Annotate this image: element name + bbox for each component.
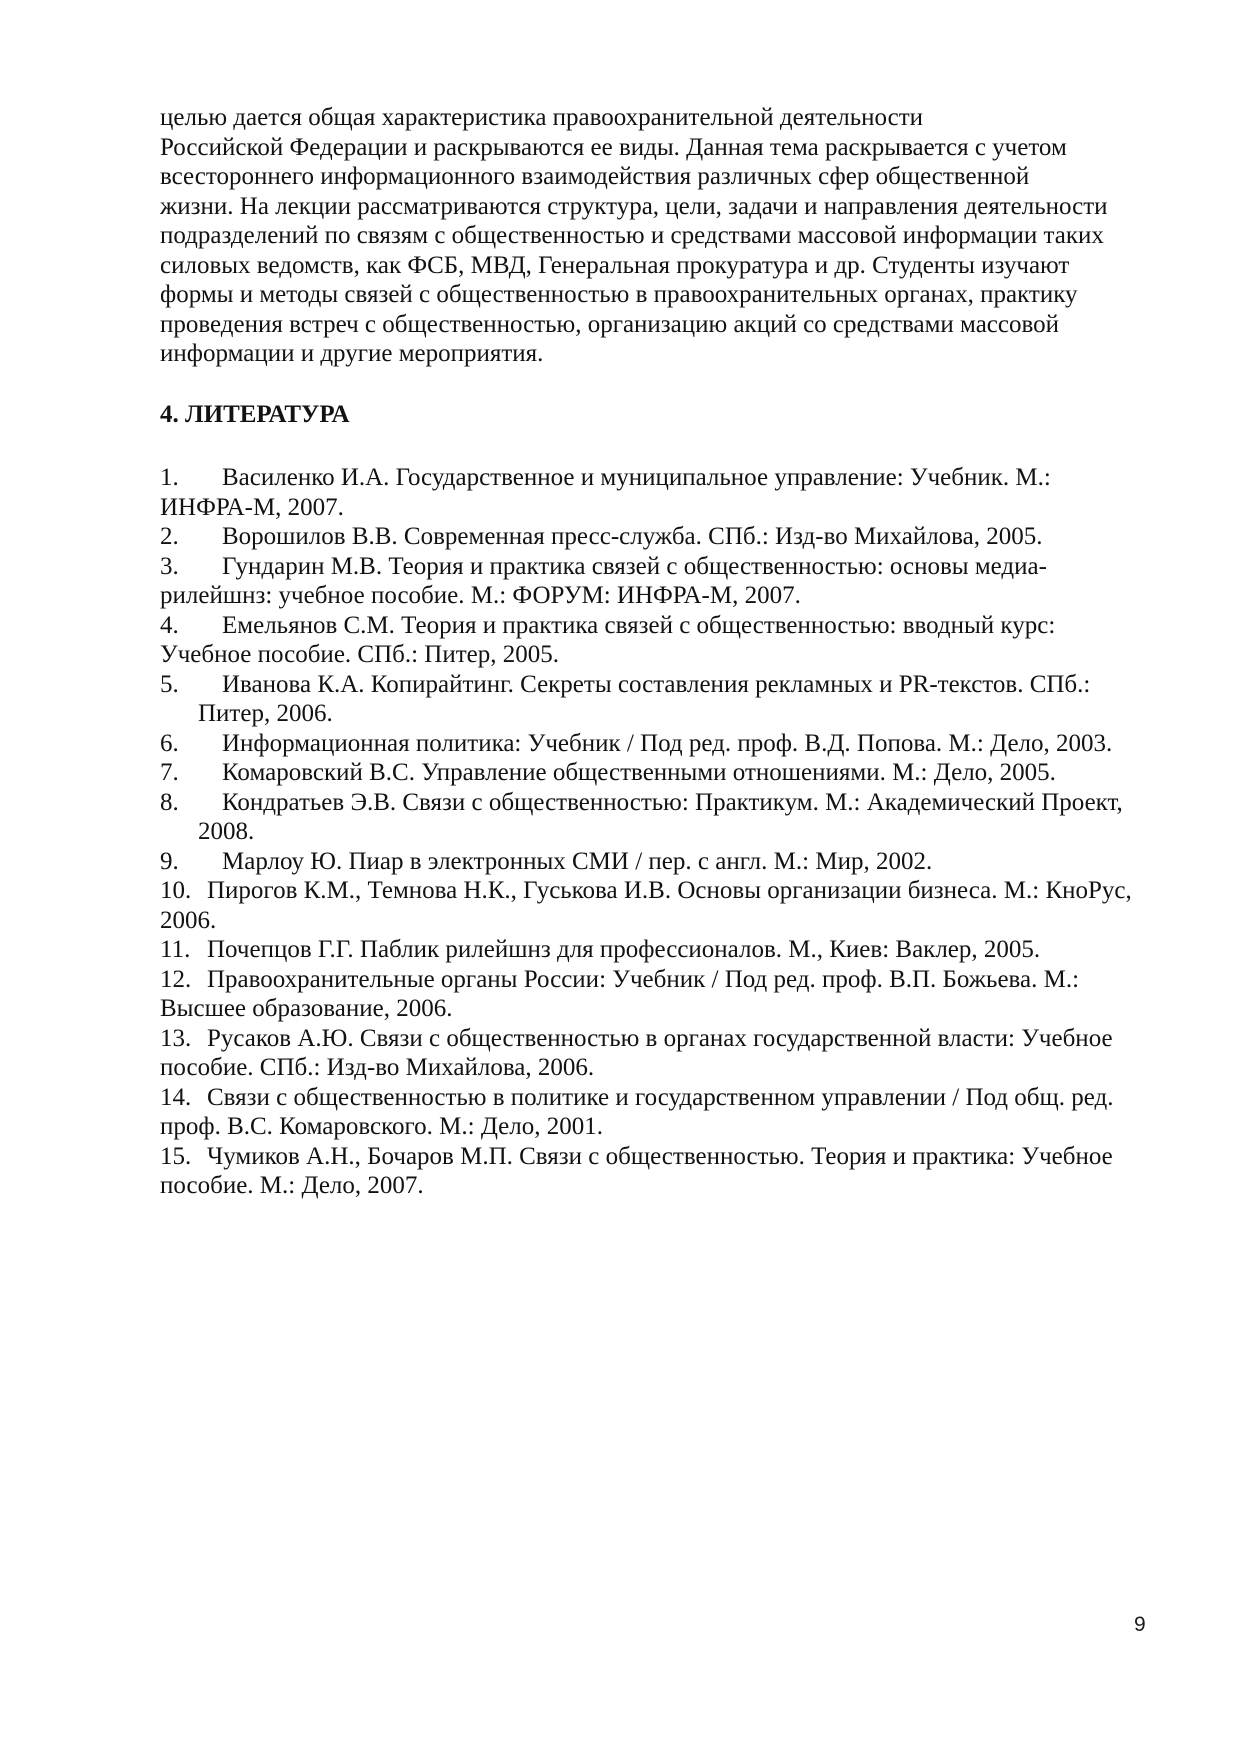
- entry-number: 7.: [160, 759, 179, 786]
- paragraph-line: формы и методы связей с общественностью в правоохранительных органах, практику: [160, 281, 1078, 308]
- paragraph-line: информации и другие мероприятия.: [160, 340, 544, 367]
- entry-number: 13.: [160, 1024, 192, 1052]
- bibliography-entry: [160, 522, 1160, 552]
- entry-continuation-line: пособие. СПб.: Изд-во Михайлова, 2006.: [160, 1054, 595, 1081]
- entry-first-line: [160, 729, 1160, 759]
- entry-continuation-line: Учебное пособие. СПб.: Питер, 2005.: [160, 641, 560, 668]
- paragraph-line: жизни. На лекции рассматриваются структура, цели, задачи и направления деятельности: [160, 192, 1108, 220]
- entry-continuation-line: Высшее образование, 2006.: [160, 995, 453, 1022]
- page-content: [160, 103, 1160, 1201]
- paragraph-line: целью дается общая характеристика правоохранительной деятельности: [160, 104, 924, 131]
- bibliography-entry: [160, 935, 1160, 965]
- entry-text: Почепцов Г.Г. Паблик рилейшнз для профессионалов. М., Киев: Ваклер, 2005.: [207, 936, 1041, 963]
- entry-continuation-line: рилейшнз: учебное пособие. М.: ФОРУМ: ИНФРА-М, 2007.: [160, 582, 801, 609]
- entry-number: 11.: [160, 936, 191, 963]
- entry-continuation-line: 2006.: [160, 906, 217, 934]
- entry-continuation-line: Питер, 2006.: [198, 700, 333, 727]
- bibliography-entry: [160, 1142, 1160, 1201]
- bibliography-list: [160, 463, 1160, 1201]
- paragraph-line: всестороннего информационного взаимодействия различных сфер общественной: [160, 163, 1030, 190]
- entry-continuation-line: ИНФРА-М, 2007.: [160, 493, 344, 521]
- entry-number: 12.: [160, 965, 192, 993]
- entry-first-line: [160, 463, 1160, 493]
- paragraph-line: подразделений по связям с общественностью и средствами массовой информации таких: [160, 222, 1104, 249]
- entry-number: 15.: [160, 1142, 192, 1170]
- entry-first-line: [160, 552, 1160, 582]
- entry-text: Марлоу Ю. Пиар в электронных СМИ / пер. с англ. М.: Мир, 2002.: [222, 847, 933, 875]
- entry-number: 3.: [160, 552, 179, 580]
- entry-first-line: [160, 1024, 1160, 1054]
- entry-number: 5.: [160, 670, 179, 698]
- paragraph-line: Российской Федерации и раскрываются ее виды. Данная тема раскрывается с учетом: [160, 133, 1067, 161]
- entry-first-line: [160, 1083, 1160, 1113]
- entry-number: 1.: [160, 464, 179, 491]
- entry-first-line: [160, 1142, 1160, 1172]
- entry-first-line: [160, 935, 1160, 965]
- entry-first-line: [160, 965, 1160, 995]
- bibliography-entry: [160, 1024, 1160, 1083]
- bibliography-entry: [160, 758, 1160, 788]
- entry-number: 2.: [160, 523, 179, 550]
- bibliography-entry: [160, 965, 1160, 1024]
- entry-first-line: [160, 847, 1160, 877]
- entry-text: Русаков А.Ю. Связи с общественностью в органах государственной власти: Учебное: [207, 1024, 1113, 1052]
- entry-first-line: [160, 876, 1160, 906]
- entry-first-line: [160, 670, 1160, 700]
- entry-text: Пирогов К.М., Темнова Н.К., Гуськова И.В. Основы организации бизнеса. М.: КноРус,: [207, 877, 1132, 904]
- paragraph-line: силовых ведомств, как ФСБ, МВД, Генеральная прокуратура и др. Студенты изучают: [160, 251, 1070, 279]
- entry-number: 4.: [160, 611, 179, 639]
- entry-number: 8.: [160, 788, 179, 816]
- bibliography-entry: [160, 611, 1160, 670]
- entry-text: Комаровский В.С. Управление общественными отношениями. М.: Дело, 2005.: [222, 759, 1056, 786]
- entry-text: Чумиков А.Н., Бочаров М.П. Связи с общественностью. Теория и практика: Учебное: [207, 1142, 1113, 1170]
- entry-number: 14.: [160, 1083, 192, 1111]
- entry-text: Емельянов С.М. Теория и практика связей с общественностью: вводный курс:: [222, 611, 1056, 639]
- entry-first-line: [160, 611, 1160, 641]
- bibliography-entry: [160, 876, 1160, 935]
- bibliography-entry: [160, 788, 1160, 847]
- intro-paragraph: [160, 103, 1160, 369]
- entry-text: Василенко И.А. Государственное и муниципальное управление: Учебник. М.:: [222, 464, 1051, 491]
- bibliography-entry: [160, 552, 1160, 611]
- entry-continuation-line: пособие. М.: Дело, 2007.: [160, 1172, 424, 1199]
- entry-first-line: [160, 522, 1160, 552]
- entry-first-line: [160, 788, 1160, 818]
- entry-text: Иванова К.А. Копирайтинг. Секреты составления рекламных и PR-текстов. СПб.:: [222, 670, 1091, 698]
- entry-text: Гундарин М.В. Теория и практика связей с общественностью: основы медиа-: [222, 552, 1047, 580]
- entry-continuation-line: проф. В.С. Комаровского. М.: Дело, 2001.: [160, 1113, 603, 1140]
- entry-number: 9.: [160, 847, 179, 875]
- entry-text: Ворошилов В.В. Современная пресс-служба. СПб.: Изд-во Михайлова, 2005.: [222, 523, 1043, 550]
- page-number: 9: [1134, 1613, 1146, 1636]
- entry-text: Связи с общественностью в политике и государственном управлении / Под общ. ред.: [207, 1083, 1114, 1111]
- bibliography-entry: [160, 463, 1160, 522]
- bibliography-entry: [160, 729, 1160, 759]
- bibliography-entry: [160, 847, 1160, 877]
- entry-number: 6.: [160, 729, 179, 757]
- entry-first-line: [160, 758, 1160, 788]
- entry-continuation-line: 2008.: [198, 818, 255, 845]
- entry-text: Кондратьев Э.В. Связи с общественностью: Практикум. М.: Академический Проект,: [222, 788, 1123, 816]
- paragraph-line: проведения встреч с общественностью, организацию акций со средствами массовой: [160, 310, 1060, 338]
- entry-number: 10.: [160, 877, 192, 904]
- bibliography-entry: [160, 1083, 1160, 1142]
- entry-text: Информационная политика: Учебник / Под ред. проф. В.Д. Попова. М.: Дело, 2003.: [222, 729, 1113, 757]
- entry-text: Правоохранительные органы России: Учебник / Под ред. проф. В.П. Божьева. М.:: [207, 965, 1080, 993]
- bibliography-entry: [160, 670, 1160, 729]
- section-heading: 4. ЛИТЕРАТУРА: [160, 400, 350, 428]
